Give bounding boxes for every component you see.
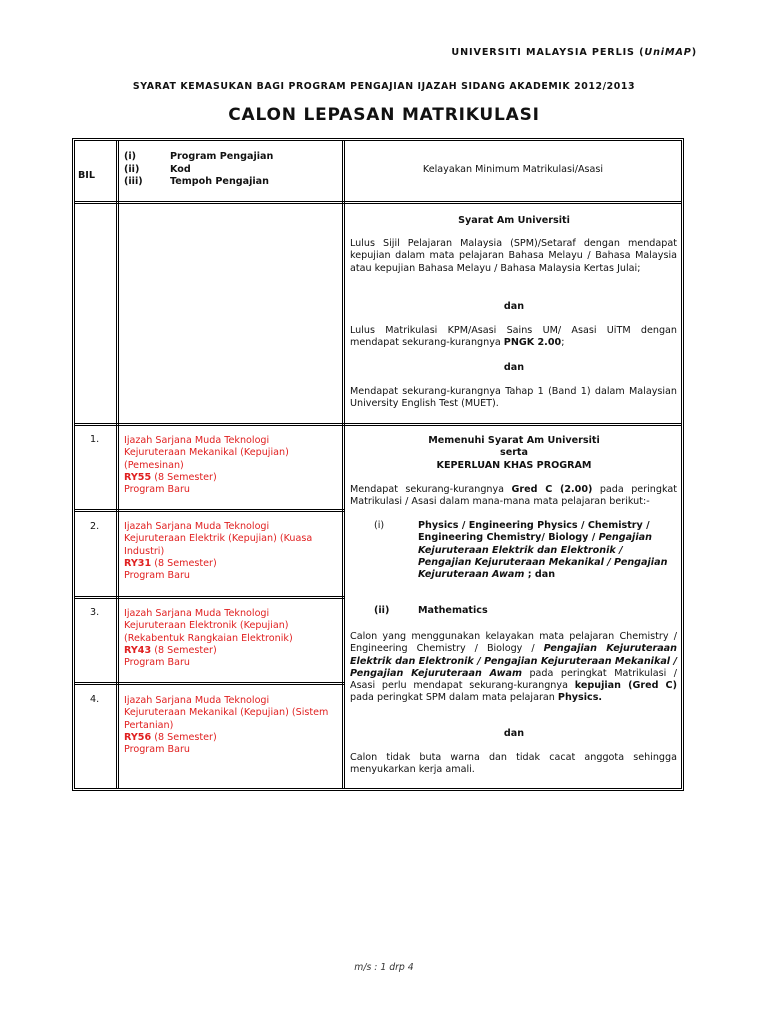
special-last: Calon tidak buta warna dan tidak cacat anggota sehingga menyukarkan kerja amali. <box>350 752 677 776</box>
col-divider-2b <box>344 140 345 789</box>
program-divider-1 <box>74 509 344 510</box>
program-1 <box>124 435 334 496</box>
page-footer: m/s : 1 drp 4 <box>354 962 414 973</box>
header-item-3: (iii) Tempoh Pengajian <box>124 176 269 188</box>
program-code-line: RY56 (8 Semester) <box>124 731 217 743</box>
special-item-1: Physics / Engineering Physics / Chemistry / Engineering Chemistry/ Biology / Pengajian Kejuruteraan Elektrik dan Elektronik / Pengajian Kejuruteraan Mekanikal / Pengajian Kejuruteraan Awam ; dan <box>418 520 668 581</box>
program-divider-3b <box>74 684 344 685</box>
general-row-divider-b <box>74 425 682 426</box>
general-and-2: dan <box>503 362 525 373</box>
program-bil-1: 1. <box>90 434 100 445</box>
table-border-bottom <box>72 790 684 791</box>
special-item-2-num: (ii) <box>374 605 390 616</box>
program-note: Program Baru <box>124 657 191 669</box>
table-border-bottom-inner <box>74 788 682 789</box>
col-divider-2 <box>342 140 343 789</box>
program-divider-2b <box>74 598 344 599</box>
program-4 <box>124 695 334 756</box>
table-border-top-inner <box>74 140 682 141</box>
program-note: Program Baru <box>124 484 191 496</box>
program-code-line: RY43 (8 Semester) <box>124 644 217 656</box>
document-subtitle: SYARAT KEMASUKAN BAGI PROGRAM PENGAJIAN IJAZAH SIDANG AKADEMIK 2012/2013 <box>132 81 636 92</box>
special-paragraph: Calon yang menggunakan kelayakan mata pelajaran Chemistry / Engineering Chemistry / Biology / Pengajian Kejuruteraan Elektrik dan Elektronik / Pengajian Kejuruteraan Mekanikal / Pengajian Kejuruteraan Awam pada peringkat Matrikulasi / Asasi perlu mendapat sekurang-kurangnya kepujian (Gred C) pada peringkat SPM dalam mata pelajaran Physics. <box>350 631 677 704</box>
university-header: UNIVERSITI MALAYSIA PERLIS (UniMAP) <box>451 47 697 58</box>
special-item-2: Mathematics <box>418 605 488 616</box>
header-bil: BIL <box>78 170 95 181</box>
general-p3: Mendapat sekurang-kurangnya Tahap 1 (Band 1) dalam Malaysian University English Test (MUET). <box>350 386 677 410</box>
col-divider-1 <box>116 140 117 789</box>
general-heading: Syarat Am Universiti <box>458 215 570 226</box>
university-abbr: UniMAP <box>644 47 692 58</box>
table-border-left <box>72 138 73 791</box>
program-note: Program Baru <box>124 570 191 582</box>
table-border-top <box>72 138 684 139</box>
program-divider-1b <box>74 511 344 512</box>
header-item-2: (ii) Kod <box>124 163 191 175</box>
general-row-divider <box>74 423 682 424</box>
general-p2: Lulus Matrikulasi KPM/Asasi Sains UM/ Asasi UiTM dengan mendapat sekurang-kurangnya PNGK 2.00; <box>350 325 677 349</box>
program-bil-3: 3. <box>90 607 100 618</box>
program-bil-4: 4. <box>90 694 100 705</box>
general-p1: Lulus Sijil Pelajaran Malaysia (SPM)/Setaraf dengan mendapat kepujian dalam mata pelajaran Bahasa Melayu / Bahasa Malaysia atau kepujian Bahasa Melayu / Bahasa Malaysia Kertas Julai; <box>350 238 677 274</box>
requirements-table <box>72 138 684 791</box>
program-name: Ijazah Sarjana Muda Teknologi Kejuruteraan Elektrik (Kepujian) (Kuasa Industri) <box>124 521 313 557</box>
program-3 <box>124 608 334 669</box>
special-heading: Memenuhi Syarat Am Universiti serta KEPERLUAN KHAS PROGRAM <box>428 435 600 471</box>
program-note: Program Baru <box>124 744 191 756</box>
program-code: RY55 <box>124 471 152 483</box>
special-item-1-num: (i) <box>374 520 385 531</box>
table-border-left-inner <box>74 140 75 789</box>
program-2 <box>124 521 334 582</box>
program-name: Ijazah Sarjana Muda Teknologi Kejuruteraan Elektronik (Kepujian) (Rekabentuk Rangkaian Elektronik) <box>124 608 293 644</box>
header-divider-b <box>74 203 682 204</box>
table-border-right <box>683 138 684 791</box>
header-requirement: Kelayakan Minimum Matrikulasi/Asasi <box>422 164 604 175</box>
col-divider-1b <box>118 140 119 789</box>
program-name: Ijazah Sarjana Muda Teknologi Kejuruteraan Mekanikal (Kepujian) (Sistem Pertanian) <box>124 695 329 731</box>
program-divider-3 <box>74 682 344 683</box>
table-border-right-inner <box>681 140 682 789</box>
program-code: RY31 <box>124 557 152 569</box>
special-intro: Mendapat sekurang-kurangnya Gred C (2.00) pada peringkat Matrikulasi / Asasi dalam mana-mana mata pelajaran berikut:- <box>350 484 678 508</box>
special-and: dan <box>503 728 525 739</box>
program-code-line: RY55 (8 Semester) <box>124 471 217 483</box>
document-title: CALON LEPASAN MATRIKULASI <box>228 105 540 125</box>
program-code-line: RY31 (8 Semester) <box>124 557 217 569</box>
program-bil-2: 2. <box>90 521 100 532</box>
program-code: RY43 <box>124 644 152 656</box>
header-divider <box>74 201 682 202</box>
header-program-list <box>124 151 336 189</box>
program-code: RY56 <box>124 731 152 743</box>
header-item-1: (i) Program Pengajian <box>124 151 274 162</box>
general-and-1: dan <box>503 301 525 312</box>
program-name: Ijazah Sarjana Muda Teknologi Kejuruteraan Mekanikal (Kepujian) (Pemesinan) <box>124 435 289 471</box>
program-divider-2 <box>74 596 344 597</box>
